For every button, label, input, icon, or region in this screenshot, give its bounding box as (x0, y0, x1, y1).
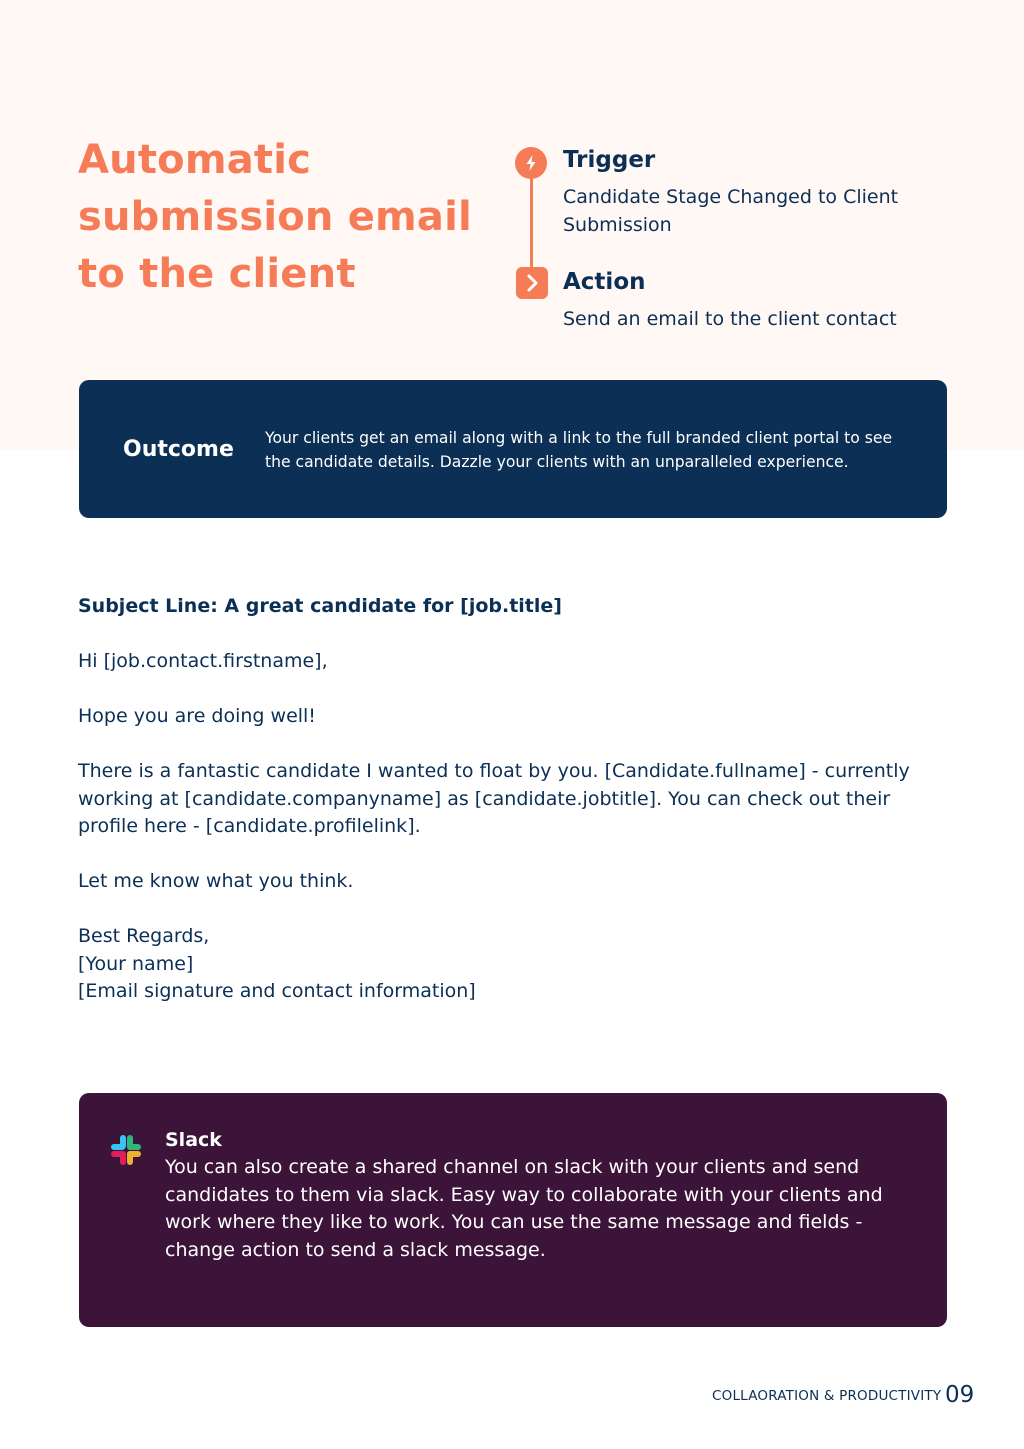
email-signature: [Email signature and contact information] (78, 980, 476, 1002)
trigger-text: Candidate Stage Changed to Client Submission (563, 186, 899, 236)
action-text: Send an email to the client contact (563, 308, 897, 330)
slack-card (79, 1093, 947, 1327)
email-subject: Subject Line: A great candidate for [job.title] (78, 595, 562, 617)
email-template (78, 593, 948, 1006)
outcome-card (79, 380, 947, 518)
chevron-right-icon (516, 267, 548, 299)
lightning-icon (515, 147, 547, 179)
slack-title: Slack (165, 1129, 222, 1151)
outcome-label: Outcome (123, 437, 234, 462)
email-line-2: There is a fantastic candidate I wanted to float by you. [Candidate.fullname] - currently working at [candidate.companyname] as [candidate.jobtitle]. You can check out their profile here - [candidate.profilelink]. (78, 760, 910, 837)
trigger-heading: Trigger (563, 147, 656, 173)
email-line-1: Hope you are doing well! (78, 705, 316, 727)
footer-section-label: COLLAORATION & PRODUCTIVITY (712, 1388, 942, 1404)
email-line-3: Let me know what you think. (78, 870, 354, 892)
page-title: Automatic submission email to the client (78, 137, 472, 297)
email-signoff: Best Regards, (78, 925, 210, 947)
timeline-connector (530, 176, 533, 272)
page-number: 09 (945, 1382, 975, 1408)
outcome-text: Your clients get an email along with a link to the full branded client portal to see the candidate details. Dazzle your clients with an unparalleled experience. (265, 429, 893, 471)
slack-text: You can also create a shared channel on slack with your clients and send candidates to them via slack. Easy way to collaborate with your clients and work where they like to work. You can use the same message and fields - change action to send a slack message. (165, 1156, 883, 1261)
email-greeting: Hi [job.contact.firstname], (78, 650, 328, 672)
action-heading: Action (563, 269, 646, 295)
email-name: [Your name] (78, 952, 194, 975)
slack-logo-icon (109, 1133, 143, 1167)
